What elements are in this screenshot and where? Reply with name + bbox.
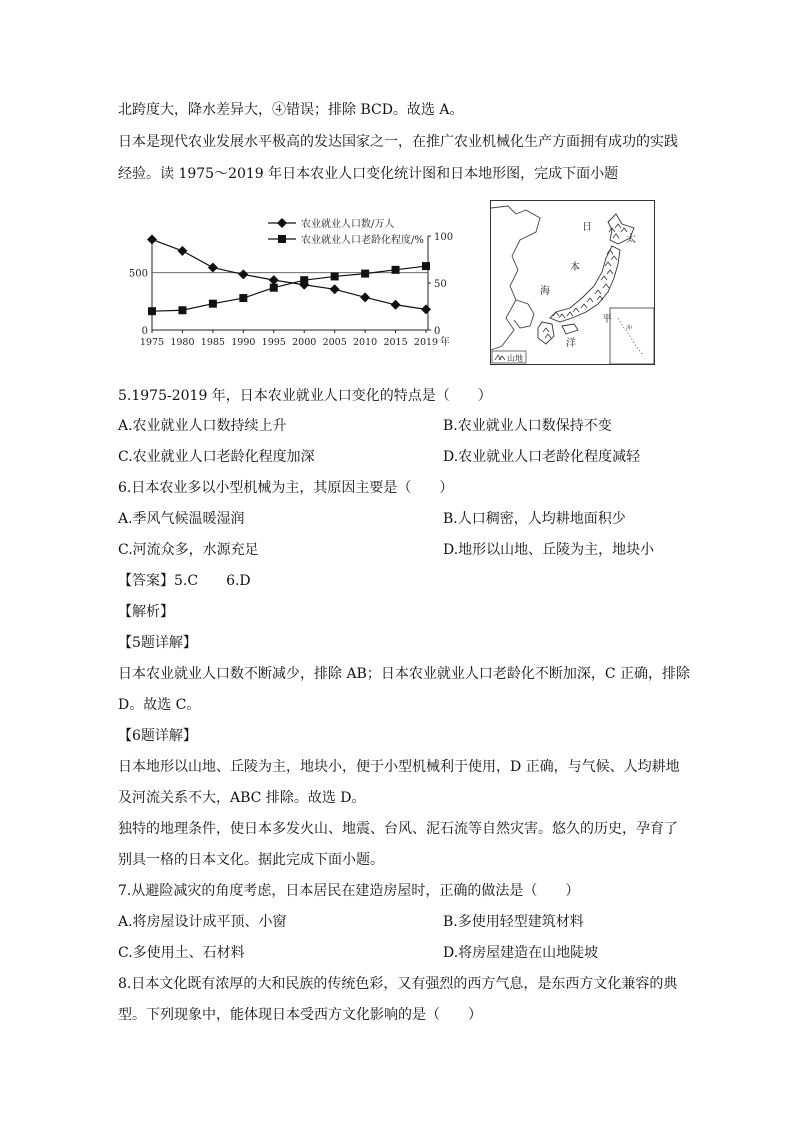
- square-point: [331, 272, 339, 280]
- square-point: [209, 300, 217, 308]
- q6-explanation: 及河流关系不大，ABC 排除。故选 D。: [118, 790, 366, 806]
- square-point: [300, 276, 308, 284]
- passage: 别具一格的日本文化。据此完成下面小题。: [118, 852, 384, 868]
- square-point: [422, 262, 430, 270]
- inset-mark: 冲: [626, 325, 633, 332]
- text-line: 北跨度大，降水差异大，④错误；排除 BCD。故选 A。: [118, 102, 464, 118]
- option-6c: C.河流众多，水源充足: [118, 542, 259, 558]
- right-tick-label: 100: [434, 232, 454, 243]
- x-tick-label: 2000: [292, 337, 317, 348]
- label-ben: 本: [570, 262, 580, 273]
- agri-population-chart: [128, 208, 473, 353]
- diamond-point: [360, 292, 370, 302]
- x-tick-label: 2019: [413, 337, 439, 348]
- diamond-point: [269, 275, 279, 285]
- x-axis-suffix: 年: [440, 337, 450, 348]
- x-tick-label: 1995: [261, 337, 286, 348]
- diamond-point: [238, 269, 248, 279]
- chart-svg: [128, 208, 473, 353]
- option-5d: D.农业就业人口老龄化程度减轻: [443, 449, 641, 465]
- answer: 【答案】5.C 6.D: [118, 573, 251, 589]
- japan-terrain-map: [490, 200, 655, 365]
- question-8: 型。下列现象中，能体现日本受西方文化影响的是（ ）: [118, 1007, 482, 1023]
- x-tick-label: 1990: [231, 337, 256, 348]
- option-5c: C.农业就业人口老龄化程度加深: [118, 449, 315, 465]
- option-5b: B.农业就业人口数保持不变: [443, 418, 612, 434]
- inset-box: [610, 308, 654, 364]
- question-6: 6.日本农业多以小型机械为主，其原因主要是（ ）: [118, 480, 454, 496]
- label-ri: 日: [582, 222, 592, 233]
- square-point: [361, 270, 369, 278]
- question-5: 5.1975-2019 年，日本农业就业人口变化的特点是（ ）: [118, 388, 492, 404]
- legend-label: 农业就业人口数/万人: [301, 219, 395, 230]
- diamond-point: [421, 304, 431, 314]
- x-tick-label: 2010: [353, 337, 378, 348]
- passage: 独特的地理条件，使日本多发火山、地震、台风、泥石流等自然灾害。悠久的历史，孕育了: [118, 821, 678, 837]
- square-point: [270, 284, 278, 292]
- legend-square: [278, 235, 286, 243]
- legend-diamond: [277, 218, 287, 228]
- x-tick-label: 2015: [383, 337, 408, 348]
- label-yang: 洋: [566, 338, 576, 349]
- diamond-point: [330, 284, 340, 294]
- square-point: [148, 307, 156, 315]
- text-line: 日本是现代农业发展水平极高的发达国家之一，在推广农业机械化生产方面拥有成功的实践: [118, 134, 678, 150]
- square-point: [239, 294, 247, 302]
- q5-detail-heading: 【5题详解】: [118, 635, 197, 651]
- q5-explanation: D。故选 C。: [118, 697, 201, 713]
- option-6d: D.地形以山地、丘陵为主，地块小: [443, 542, 655, 558]
- x-tick-label: 1975: [139, 337, 165, 348]
- option-7d: D.将房屋建造在山地陡坡: [443, 945, 599, 961]
- x-tick-label: 1980: [170, 337, 195, 348]
- label-tai: 太: [626, 234, 636, 245]
- text-line: 经验。读 1975～2019 年日本农业人口变化统计图和日本地形图，完成下面小题: [118, 166, 619, 182]
- diamond-point: [147, 234, 157, 244]
- label-ping: 平: [602, 314, 612, 325]
- square-point: [392, 266, 400, 274]
- label-hai: 海: [540, 286, 550, 297]
- diamond-point: [208, 263, 218, 273]
- series-line-0: [152, 239, 426, 309]
- question-7: 7.从避险减灾的角度考虑，日本居民在建造房屋时，正确的做法是（ ）: [118, 883, 580, 899]
- diamond-point: [391, 300, 401, 310]
- q6-detail-heading: 【6题详解】: [118, 728, 197, 744]
- option-6a: A.季风气候温暖湿润: [118, 511, 245, 527]
- left-tick-label: 500: [128, 268, 148, 280]
- square-point: [178, 306, 186, 314]
- right-tick-label: 50: [434, 279, 447, 290]
- q5-explanation: 日本农业就业人口数不断减少，排除 AB；日本农业就业人口老龄化不断加深，C 正确，排除: [118, 666, 691, 682]
- option-6b: B.人口稠密，人均耕地面积少: [443, 511, 626, 527]
- left-tick-label: 0: [141, 326, 148, 337]
- right-tick-label: 0: [434, 326, 441, 337]
- map-svg: [490, 200, 655, 365]
- diamond-point: [177, 246, 187, 256]
- option-5a: A.农业就业人口数持续上升: [118, 418, 287, 434]
- q6-explanation: 日本地形以山地、丘陵为主，地块小，便于小型机械利于使用，D 正确，与气候、人均耕地: [118, 759, 680, 775]
- legend-label: 山地: [507, 354, 523, 363]
- question-8: 8.日本文化既有浓厚的大和民族的传统色彩，又有强烈的西方气息，是东西方文化兼容的典: [118, 976, 678, 992]
- x-tick-label: 2005: [322, 337, 347, 348]
- option-7b: B.多使用轻型建筑材料: [443, 914, 584, 930]
- option-7c: C.多使用土、石材料: [118, 945, 245, 961]
- legend-label: 农业就业人口老龄化程度/%: [301, 235, 424, 246]
- analysis-heading: 【解析】: [118, 604, 174, 620]
- option-7a: A.将房屋设计成平顶、小窗: [118, 914, 287, 930]
- x-tick-label: 1985: [200, 337, 225, 348]
